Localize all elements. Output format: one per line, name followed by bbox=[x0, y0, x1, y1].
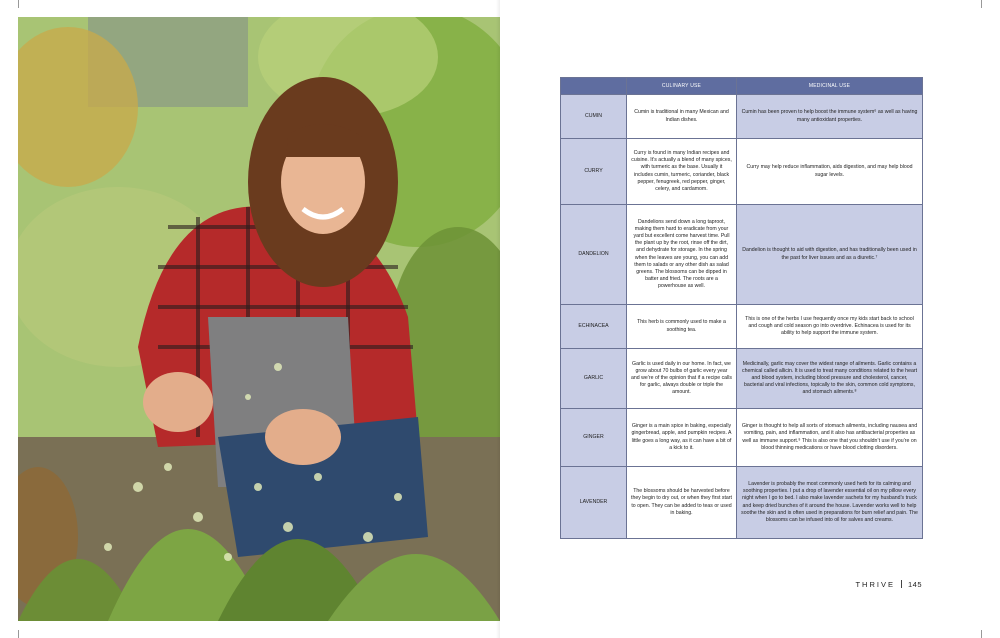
table-row bbox=[561, 95, 923, 139]
herb-name: DANDELION bbox=[561, 205, 627, 305]
herb-name: LAVENDER bbox=[561, 467, 627, 539]
medicinal-use-cell: Medicinally, garlic may cover the widest range of ailments. Garlic contains a chemical called allicin. It is used to treat many conditions related to the heart and blood system, including blood pressure and cholesterol, cancer, bacterial and viral infections, topically to the skin, common cold symptoms, and stomach ailments.⁸ bbox=[737, 349, 923, 409]
medicinal-use-cell: Lavender is probably the most commonly used herb for its calming and soothing properties. I put a drop of lavender essential oil on my pillow every night when I go to bed. I also make lavender sachets for my husband’s truck and keep dried bunches of it around the house. Lavender works well to help soothe the skin and is often used in preparations for burn relief and pain. The blossoms can be infused into oil for salves and creams. bbox=[737, 467, 923, 539]
crop-mark bbox=[981, 630, 982, 638]
medicinal-use-cell: Dandelion is thought to aid with digestion, and has traditionally been used in the past for liver issues and as a diuretic.⁷ bbox=[737, 205, 923, 305]
herb-uses-table bbox=[560, 77, 923, 539]
crop-mark bbox=[981, 0, 982, 8]
page-folio bbox=[855, 580, 922, 589]
folio-divider bbox=[901, 580, 902, 588]
header-blank-cell bbox=[561, 78, 627, 95]
medicinal-use-cell: Ginger is thought to help all sorts of stomach ailments, including nausea and vomiting, pain, and inflammation, and it also has antibacterial properties as well as immune support.⁹ This is also one that you shouldn’t use if you’re on blood thinning medications or have blood clotting disorders. bbox=[737, 409, 923, 467]
crop-mark bbox=[18, 630, 19, 638]
culinary-use-cell: Ginger is a main spice in baking, especially gingerbread, apple, and pumpkin recipes. A little goes a long way, as it can have a bit of a kick to it. bbox=[627, 409, 737, 467]
medicinal-use-cell: Cumin has been proven to help boost the immune system⁶ as well as having many antioxidant properties. bbox=[737, 95, 923, 139]
page-number: 145 bbox=[907, 580, 922, 589]
table-row bbox=[561, 205, 923, 305]
header-medicinal-use: MEDICINAL USE bbox=[737, 78, 923, 95]
garden-photo bbox=[18, 17, 500, 621]
herb-name: GINGER bbox=[561, 409, 627, 467]
table-row bbox=[561, 409, 923, 467]
medicinal-use-cell: Curry may help reduce inflammation, aids digestion, and may help blood sugar levels. bbox=[737, 139, 923, 205]
header-culinary-use: CULINARY USE bbox=[627, 78, 737, 95]
table-row bbox=[561, 349, 923, 409]
table-row bbox=[561, 467, 923, 539]
culinary-use-cell: The blossoms should be harvested before they begin to dry out, or when they first start to open. They can be added to teas or used in baking. bbox=[627, 467, 737, 539]
culinary-use-cell: This herb is commonly used to make a soothing tea. bbox=[627, 305, 737, 349]
herb-name: ECHINACEA bbox=[561, 305, 627, 349]
culinary-use-cell: Curry is found in many Indian recipes and cuisine. It’s actually a blend of many spices, with turmeric as the base. Usually it includes cumin, turmeric, coriander, black pepper, fenugreek, red pepper, ginger, celery, and cardamom. bbox=[627, 139, 737, 205]
herb-name: GARLIC bbox=[561, 349, 627, 409]
herb-name: CUMIN bbox=[561, 95, 627, 139]
table-row bbox=[561, 305, 923, 349]
table-row bbox=[561, 139, 923, 205]
crop-mark bbox=[18, 0, 19, 8]
culinary-use-cell: Garlic is used daily in our home. In fact, we grow about 70 bulbs of garlic every year and we’re of the opinion that if a recipe calls for garlic, always double or triple the amount. bbox=[627, 349, 737, 409]
section-title: THRIVE bbox=[855, 580, 895, 589]
culinary-use-cell: Dandelions send down a long taproot, making them hard to eradicate from your yard but excellent come harvest time. Pull the plant up by the root, rinse off the dirt, and dehydrate for storage. In the spring when the leaves are young, you can add them to salads or any other dish as salad greens. The blossoms can be dipped in batter and fried. The roots are a powerhouse as well. bbox=[627, 205, 737, 305]
photo-illustration bbox=[18, 17, 500, 621]
culinary-use-cell: Cumin is traditional in many Mexican and Indian dishes. bbox=[627, 95, 737, 139]
table-header-row bbox=[561, 78, 923, 95]
herb-name: CURRY bbox=[561, 139, 627, 205]
medicinal-use-cell: This is one of the herbs I use frequently once my kids start back to school and cough and cold season go into overdrive. Echinacea is used for its ability to help support the immune system. bbox=[737, 305, 923, 349]
